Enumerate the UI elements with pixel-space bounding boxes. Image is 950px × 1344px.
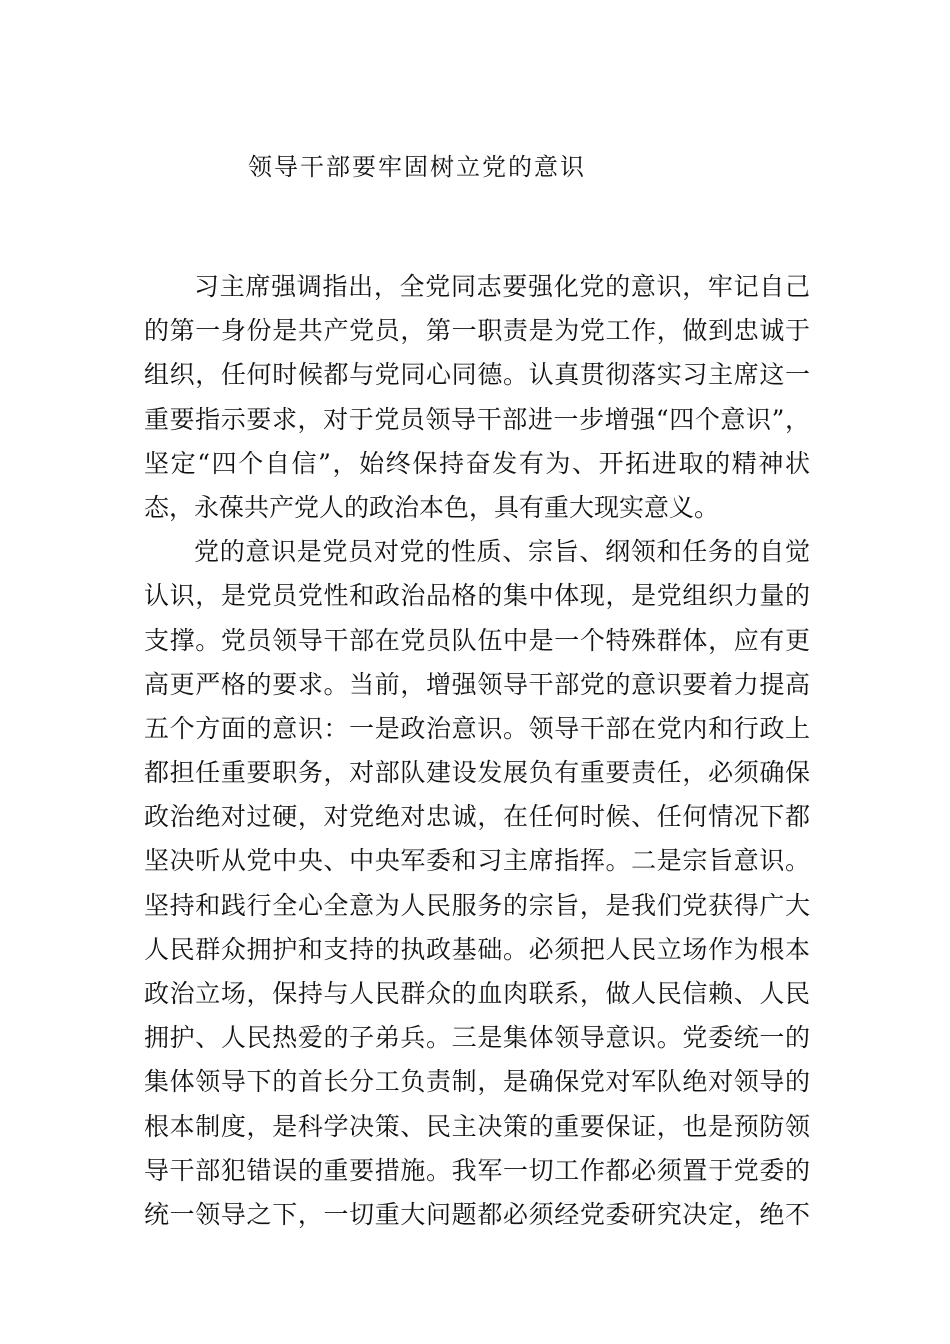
paragraph-line: 认识，是党员党性和政治品格的集中体现，是党组织力量的 — [144, 581, 810, 611]
paragraph-line: 集体领导下的首长分工负责制，是确保党对军队绝对领导的 — [144, 1067, 810, 1097]
paragraph-line: 根本制度，是科学决策、民主决策的重要保证，也是预防领 — [144, 1111, 810, 1141]
paragraph-line: 态，永葆共产党人的政治本色，具有重大现实意义。 — [144, 492, 720, 522]
paragraph-line: 高更严格的要求。当前，增强领导干部党的意识要着力提高 — [144, 669, 810, 699]
paragraph-line: 习主席强调指出，全党同志要强化党的意识，牢记自己 — [194, 272, 810, 301]
paragraph-line: 政治绝对过硬，对党绝对忠诚，在任何时候、任何情况下都 — [144, 802, 810, 832]
paragraph-line: 重要指示要求，对于党员领导干部进一步增强“四个意识”， — [144, 404, 810, 434]
paragraph-line: 组织，任何时候都与党同心同德。认真贯彻落实习主席这一 — [144, 360, 810, 390]
paragraph-line: 党的意识是党员对党的性质、宗旨、纲领和任务的自觉 — [194, 537, 810, 567]
paragraph-line: 坚定“四个自信”，始终保持奋发有为、开拓进取的精神状 — [144, 448, 810, 478]
paragraph-line: 都担任重要职务，对部队建设发展负有重要责任，必须确保 — [144, 758, 810, 788]
paragraph-line: 的第一身份是共产党员，第一职责是为党工作，做到忠诚于 — [144, 316, 810, 346]
paragraph-line: 人民群众拥护和支持的执政基础。必须把人民立场作为根本 — [144, 934, 810, 964]
paragraph-line: 导干部犯错误的重要措施。我军一切工作都必须置于党委的 — [144, 1155, 810, 1185]
document-title: 领导干部要牢固树立党的意识 — [248, 153, 586, 181]
document-body — [144, 265, 810, 1237]
paragraph-line: 支撑。党员领导干部在党员队伍中是一个特殊群体，应有更 — [144, 625, 810, 655]
paragraph-line: 政治立场，保持与人民群众的血肉联系，做人民信赖、人民 — [144, 979, 810, 1008]
paragraph-line: 拥护、人民热爱的子弟兵。三是集体领导意识。党委统一的 — [144, 1023, 810, 1053]
paragraph-line: 统一领导之下，一切重大问题都必须经党委研究决定，绝不 — [144, 1199, 810, 1229]
paragraph-line: 坚持和践行全心全意为人民服务的宗旨，是我们党获得广大 — [144, 890, 810, 920]
paragraph-line: 五个方面的意识：一是政治意识。领导干部在党内和行政上 — [144, 713, 810, 743]
paragraph-line: 坚决听从党中央、中央军委和习主席指挥。二是宗旨意识。 — [144, 846, 810, 876]
